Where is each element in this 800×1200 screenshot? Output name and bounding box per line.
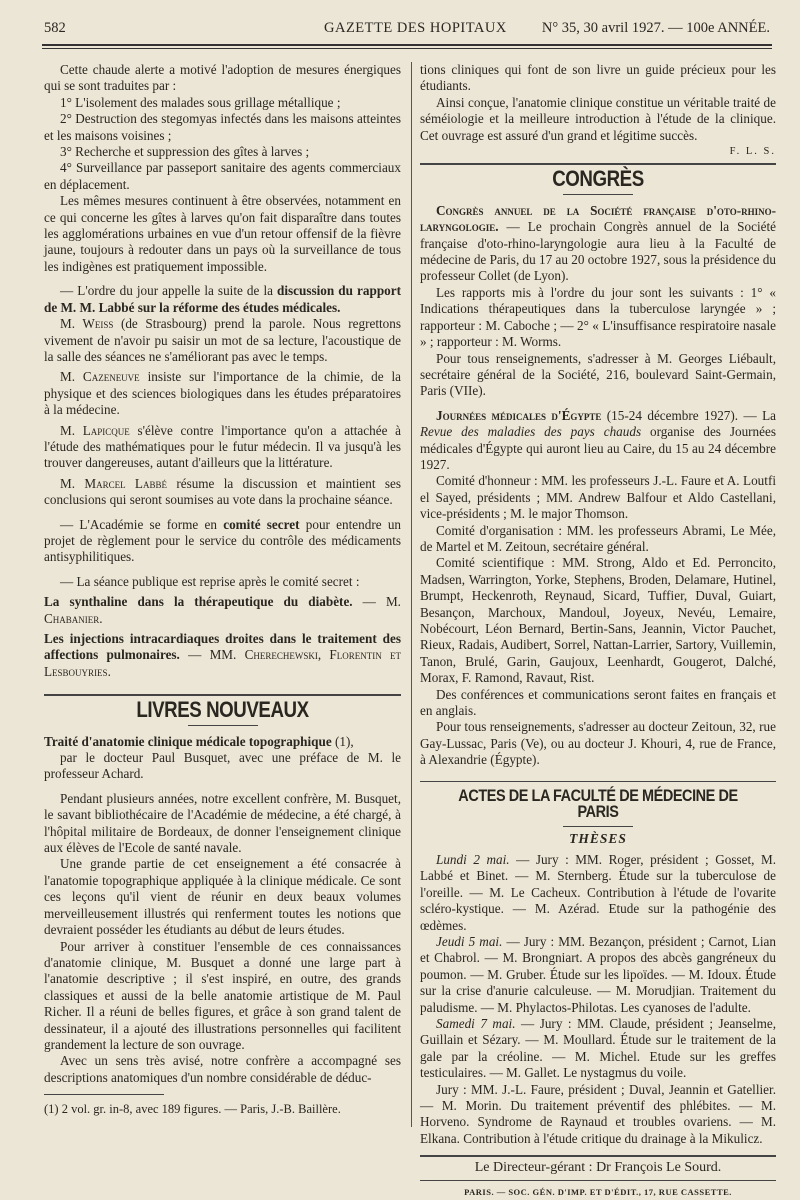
- weiss-paragraph: M. Weiss (de Strasbourg) prend la parole. Nous regrettons vivement de n'avoir pu saisir un mot de sa lecture, l'acoustique de la salle des séances ne s'améliorant pas avec le temps.: [44, 316, 401, 364]
- footnote: (1) 2 vol. gr. in-8, avec 189 figures. — Paris, J.-B. Baillère.: [44, 1102, 341, 1117]
- measure-item: 3° Recherche et suppression des gîtes à larves ;: [60, 144, 310, 160]
- measure-item: 2° Destruction des stegomyas infectés dans les maisons atteintes et les maisons voisines ;: [44, 111, 401, 143]
- column-divider: [411, 62, 412, 1127]
- section-rule: [420, 781, 776, 782]
- page-number: 582: [44, 20, 66, 36]
- book-paragraph: Une grande partie de cet enseignement a été consacrée à l'anatomie topographique appliquée à la clinique médicale. Ce sont ces leçons qu'il vient de réunir en deux beaux volumes merveilleusement illustrés qui renferment toutes les notions que devraient posséder les étudiants au début de leurs études.: [44, 856, 401, 938]
- discussion-topic: discussion du rapport de M. M. Labbé sur la réforme des études médicales.: [44, 283, 401, 315]
- measure-item: 4° Surveillance par passeport sanitaire des agents commerciaux en déplacement.: [44, 160, 401, 192]
- livres-heading: LIVRES NOUVEAUX: [136, 697, 309, 723]
- page-header: [44, 20, 770, 42]
- journal-title: GAZETTE DES HOPITAUX: [324, 20, 507, 36]
- cazeneuve-paragraph: M. Cazeneuve insiste sur l'importance de la chimie, de la physique et des sciences biologiques dans les études préparatoires à la médecine.: [44, 369, 401, 418]
- book-paragraph: Pendant plusieurs années, notre excellent confrère, M. Busquet, le savant bibliothécaire de l'Académie de médecine, a été chargé, à l'hôpital militaire de Bordeaux, de donner l'enseignement clinique aux élèves de l'Ecole de santé navale.: [44, 790, 401, 856]
- egypte-paragraph: Comité scientifique : MM. Strong, Aldo et Ed. Perroncito, Madsen, Warrington, Yorke, Stephens, Broden, Delamare, Hutinel, Brumpt, Heckenroth, Reynaud, Sicard, Tuffier, Duval, Guiart, Besançon, Marchoux, Mandoul, Joyeux, Nevéu, Lemaire, Nobécourt, Léon Bernard, Bertin-Sans, Jeannin, Victor Pauchet, Rieux, Radais, Audibert, Sorrel, Nattan-Larrier, Sartory, Vuillemin, Tanon, Brulé, Garin, Gaujoux, Leenhardt, Gougerot, Dalché, Morax, F. Ramond, Ravaut, Rist.: [420, 555, 776, 686]
- thesis-paragraph: Jury : MM. J.-L. Faure, président ; Duval, Jeannin et Gatellier. — M. Morin. Du traitement préventif des phlébites. — M. Horveno. Syndrome de Raynaud et troubles ovariens. — M. Elkana. Contribution à l'étude critique du drainage à la Mikulicz.: [420, 1081, 776, 1146]
- header-rule-thin: [42, 48, 772, 49]
- egypte-paragraph: Des conférences et communications seront faites en français et en anglais.: [420, 686, 776, 719]
- order-paragraph: — L'ordre du jour appelle la suite de la discussion du rapport de M. M. Labbé sur la réforme des études médicales.: [44, 283, 401, 315]
- book-paragraph: Ainsi conçue, l'anatomie clinique constitue un véritable traité de séméiologie et la meilleure introduction à l'étude de la clinique. Cet ouvrage est assuré d'un grand et légitime succès.: [420, 94, 776, 143]
- measure-item: 1° L'isolement des malades sous grillage métallique ;: [60, 94, 341, 110]
- short-rule: [563, 826, 633, 827]
- thesis-paragraph: Jeudi 5 mai. — Jury : MM. Bezançon, président ; Carnot, Lian et Chabrol. — M. Brongniart. A propos des abcès gangréneux du poumon. — M. Gruber. Étude sur les lipoïdes. — M. Idoux. Étude sur la crise d'anurie calculeuse. — M. Morudjian. Traitement du paludisme. — M. Phylactos-Philotas. Les cyanoses de l'adulte.: [420, 933, 776, 1015]
- orl-paragraph: Congrès annuel de la Société française d'oto-rhino-laryngologie. — Le prochain Congrès annuel de la Société française d'oto-rhino-laryngologie aura lieu à la Faculté de médecine de Paris, du 17 au 20 octobre 1927, sous la présidence du professeur Collet (de Lyon).: [420, 202, 776, 284]
- speaker-name: M. Marcel Labbé: [60, 475, 167, 491]
- book-author: par le docteur Paul Busquet, avec une préface de M. le professeur Achard.: [44, 750, 401, 782]
- egypte-paragraph: Comité d'organisation : MM. les professeurs Abrami, Le Mée, de Martel et M. Zeitoun, secrétaire général.: [420, 522, 776, 554]
- short-rule: [188, 725, 258, 726]
- lapicque-paragraph: M. Lapicque s'élève contre l'importance qu'on a attachée à l'étude des mathématiques pour le futur médecin. Il va jusqu'à les trouver dangereuses, autant d'ailleurs que la littérature.: [44, 422, 401, 471]
- speaker-name: M. Weiss: [60, 316, 114, 332]
- egypte-heading: Journées médicales d'Égypte: [436, 407, 602, 423]
- egypte-paragraph: Pour tous renseignements, s'adresser au docteur Zeitoun, 32, rue Gay-Lussac, Paris (Ve), ou au docteur J. Khouri, 4, rue de France, à Alexandrie (Égypte).: [420, 719, 776, 768]
- congres-heading: CONGRÈS: [552, 166, 644, 192]
- book-paragraph: Pour arriver à constituer l'ensemble de ces connaissances d'anatomie clinique, M. Busquet a donné une large part à l'anatomie descriptive ; il s'est inspiré, en outre, des grands classiques et aussi de la belle anatomie artistique de M. Paul Richer. Il a réuni de belles figures, et grâce à son grand talent de dessinateur, il a ajouté des illustrations personnelles qui facilitent grandement la lecture de son ouvrage.: [44, 938, 401, 1052]
- labbe-paragraph: M. Marcel Labbé résume la discussion et maintient ses conclusions qui seront soumises au vote dans la prochaine séance.: [44, 475, 401, 508]
- orl-paragraph: Pour tous renseignements, s'adresser à M. Georges Liébault, secrétaire général de la Société, 216, boulevard Saint-Germain, Paris (VIIe).: [420, 350, 776, 399]
- seance-paragraph: — La séance publique est reprise après le comité secret :: [60, 573, 360, 589]
- measures-paragraph: Les mêmes mesures continuent à être observées, notamment en ce qui concerne les gîtes à larves qu'on fait disparaître dans toutes les agglomérations urbaines en vue d'un retour offensif de la fièvre jaune, toujours à redouter dans un pays où la surveillance de tous les indigènes est pratiquement impossible.: [44, 193, 401, 274]
- left-column: [44, 62, 401, 1118]
- orl-heading: Congrès annuel de la Société française d'oto-rhino-laryngologie.: [420, 202, 776, 235]
- academie-paragraph: — L'Académie se forme en comité secret pour entendre un projet de règlement pour le service du contrôle des médicaments antisyphilitiques.: [44, 516, 402, 565]
- header-rule: [42, 44, 772, 46]
- footnote-rule: [44, 1094, 164, 1095]
- director-line: Le Directeur-gérant : Dr François Le Sourd.: [474, 1160, 722, 1176]
- issue-info: N° 35, 30 avril 1927. — 100e ANNÉE.: [541, 20, 770, 36]
- speaker-name: M. Lapicque: [60, 422, 130, 438]
- actes-heading: ACTES DE LA FACULTÉ DE MÉDECINE DE PARIS: [458, 785, 738, 822]
- speaker-name: M. Cazeneuve: [60, 369, 140, 385]
- section-rule: [420, 163, 776, 165]
- book-heading: Traité d'anatomie clinique médicale topographique (1),: [44, 733, 354, 749]
- intro-paragraph: Cette chaude alerte a motivé l'adoption de mesures énergiques qui se sont traduites par :: [44, 62, 401, 94]
- signature: F. L. S.: [729, 146, 776, 158]
- egypte-paragraph: Journées médicales d'Égypte (15-24 décembre 1927). — La Revue des maladies des pays chauds organise des Journées médicales d'Égypte qui auront lieu au Caire, du 15 au 24 décembre 1927.: [420, 407, 776, 472]
- book-title: Traité d'anatomie clinique médicale topographique: [44, 733, 332, 749]
- printer-line: PARIS. — SOC. GÉN. D'IMP. ET D'ÉDIT., 17, RUE CASSETTE.: [464, 1186, 732, 1197]
- book-paragraph: Avec un sens très avisé, notre confrère a accompagné ses descriptions anatomiques d'un nombre considérable de déduc-: [44, 1053, 401, 1085]
- thesis-paragraph: Samedi 7 mai. — Jury : MM. Claude, président ; Jeanselme, Guillain et Sézary. — M. Moullard. Étude sur le traitement de la gale par la créoline. — M. Michel. Etude sur les greffes testiculaires. — M. Gallet. Le nystagmus du voile.: [420, 1015, 776, 1081]
- right-column: [420, 62, 776, 1200]
- section-rule: [44, 694, 401, 696]
- footer-rule: [420, 1155, 776, 1157]
- footer-rule-thin: [420, 1180, 776, 1181]
- thesis-paragraph: Lundi 2 mai. — Jury : MM. Roger, président ; Gosset, M. Labbé et Binet. — M. Sternberg. Étude sur la tuberculose de l'oreille. — M. Le Cacheux. Contribution à l'étude de l'ovarite scléro-kystique. — M. Azérad. Etude sur la pathogénie des œdèmes.: [420, 851, 776, 933]
- theses-heading: THÈSES: [569, 831, 627, 847]
- book-continuation: tions cliniques qui font de son livre un guide précieux pour les étudiants.: [420, 62, 776, 94]
- short-rule: [563, 194, 633, 195]
- orl-paragraph: Les rapports mis à l'ordre du jour sont les suivants : 1° « Indications thérapeutiques dans la tuberculose laryngée » ; rapporteur : M. Caboche ; — 2° « L'insuffisance respiratoire nasale » ; rapporteur : M. Worms.: [420, 284, 776, 350]
- egypte-paragraph: Comité d'honneur : MM. les professeurs J.-L. Faure et A. Loutfi el Sayed, présidents ; MM. Andrew Balfour et Aldo Castellani, vice-présidents ; M. le major Thomson.: [420, 473, 776, 522]
- synthaline-paragraph: La synthaline dans la thérapeutique du diabète. — M. Chabanier.: [44, 594, 401, 626]
- injections-paragraph: Les injections intracardiaques droites dans le traitement des affections pulmonaires. — MM. Cherechewski, Florentin et Lesbouyries.: [44, 631, 401, 679]
